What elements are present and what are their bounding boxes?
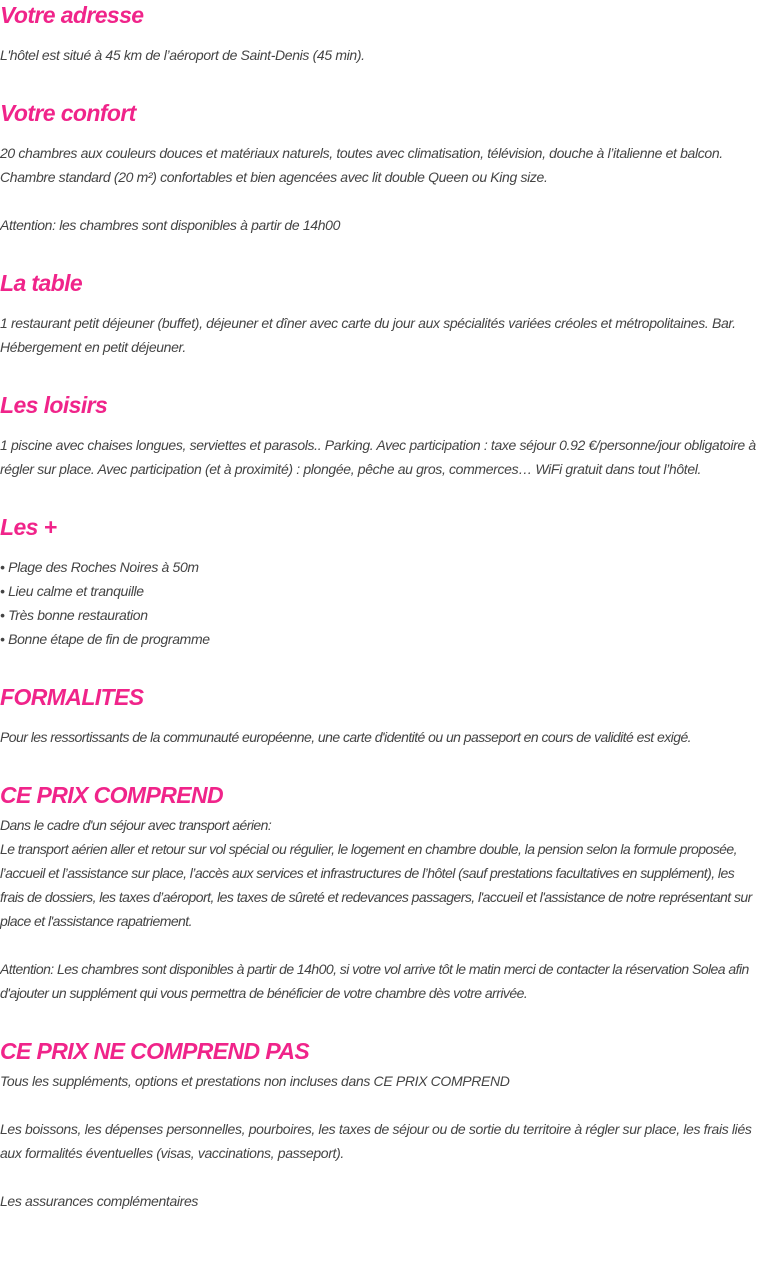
list-item: • Plage des Roches Noires à 50m [0,559,199,575]
paragraph: Pour les ressortissants de la communauté européenne, une carte d'identité ou un passeport en cours de validité est exigé. [0,729,692,745]
section-prix-comprend [0,780,758,1005]
list-item: • Bonne étape de fin de programme [0,631,210,647]
section-confort [0,98,758,237]
section-loisirs [0,390,758,481]
list-item: • Très bonne restauration [0,607,148,623]
list-item: • Lieu calme et tranquille [0,583,144,599]
paragraph: 1 piscine avec chaises longues, serviettes et parasols.. Parking. Avec participation : taxe séjour 0.92 €/personne/jour obligatoire à régler sur place. Avec participation (et à proximité) : plongée, pêche au gros, commerces… WiFi gratuit dans tout l’hôtel. [0,437,756,477]
paragraph: Attention: les chambres sont disponibles à partir de 14h00 [0,217,341,233]
section-title: CE PRIX NE COMPREND PAS [0,1038,310,1064]
section-title: FORMALITES [0,684,144,710]
section-prix-ne-comprend-pas [0,1036,758,1213]
paragraph: L'hôtel est situé à 45 km de l’aéroport de Saint-Denis (45 min). [0,47,365,63]
paragraph: Les boissons, les dépenses personnelles, pourboires, les taxes de séjour ou de sortie du territoire à régler sur place, les frais liés aux formalités éventuelles (visas, vaccinations, passeport). [0,1121,752,1161]
paragraph: Les assurances complémentaires [0,1193,199,1209]
section-title: La table [0,270,83,296]
section-title: Votre confort [0,100,136,126]
section-table [0,268,758,359]
section-title: CE PRIX COMPREND [0,782,223,808]
section-formalites [0,682,758,749]
section-title: Votre adresse [0,2,144,28]
section-title: Les loisirs [0,392,108,418]
paragraph: Le transport aérien aller et retour sur vol spécial ou régulier, le logement en chambre double, la pension selon la formule proposée, l’accueil et l’assistance sur place, l’accès aux services et infrastructures de l’hôtel (sauf prestations facultatives en supplément), les frais de dossiers, les taxes d’aéroport, les taxes de sûreté et redevances passagers, l'accueil et l'assistance de notre représentant sur place et l'assistance rapatriement. [0,841,752,929]
section-adresse [0,0,758,67]
paragraph: Attention: Les chambres sont disponibles à partir de 14h00, si votre vol arrive tôt le matin merci de contacter la réservation Solea afin d'ajouter un supplément qui vous permettra de bénéficier de votre chambre dès votre arrivée. [0,961,749,1001]
paragraph: Tous les suppléments, options et prestations non incluses dans CE PRIX COMPREND [0,1073,510,1089]
section-title: Les + [0,514,57,540]
paragraph: 20 chambres aux couleurs douces et matériaux naturels, toutes avec climatisation, télévision, douche à l’italienne et balcon. Chambre standard (20 m²) confortables et bien agencées avec lit double Queen ou King size. [0,145,723,185]
paragraph: 1 restaurant petit déjeuner (buffet), déjeuner et dîner avec carte du jour aux spécialités variées créoles et métropolitaines. Bar. Hébergement en petit déjeuner. [0,315,736,355]
section-plus [0,512,758,651]
paragraph: Dans le cadre d'un séjour avec transport aérien: [0,817,272,833]
